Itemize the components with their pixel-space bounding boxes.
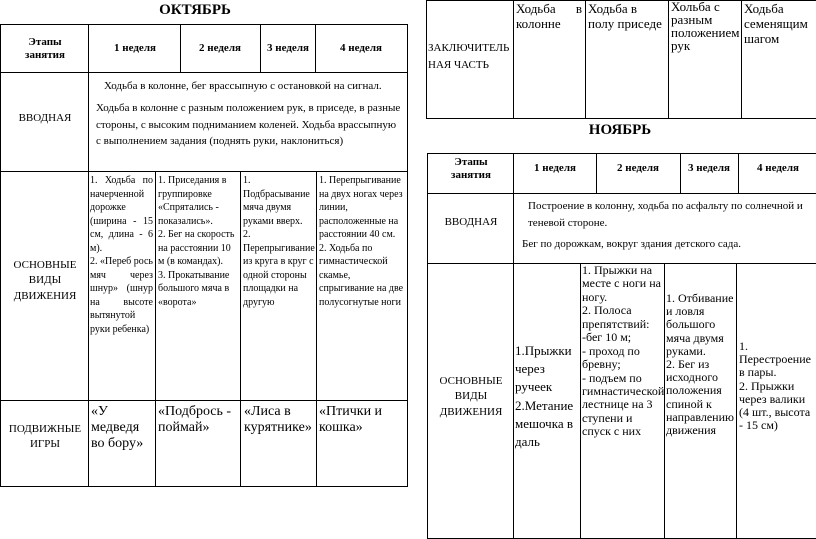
oct-main-cell-2: 1. Приседания в группировке «Спрятались - показались». 2. Бег на скорость на расстоянии 10 м (в командах). 3. Прокатывание большого мяча в «ворота» <box>158 175 235 308</box>
nov-head-week-2: 2 неделя <box>617 162 659 174</box>
final-part-cell-4: Ходьба семенящим шагом <box>744 1 808 46</box>
oct-game-1: «У медведя во бору» <box>91 404 144 452</box>
oct-games-label: ПОДВИЖНЫЕ ИГРЫ <box>8 423 82 450</box>
oct-intro-text-2: Ходьба в колонне с разным положением рук, в приседе, в разные стороны, с высоким подниманием коленей. Ходьба врассыпную с выполнением задания (поднять руки, наклониться) <box>96 102 401 147</box>
october-title: ОКТЯБРЬ <box>159 2 231 18</box>
nov-head-week-1: 1 неделя <box>534 162 576 174</box>
nov-main-cell-1: 1.Прыжки через ручеек 2.Метание мешочка в даль <box>515 343 574 449</box>
oct-border-top <box>0 24 408 25</box>
oct-main-cell-4: 1. Перепрыгивание на двух ногах через линии, расположенные на расстоянии 40 см. 2. Ходьба по гимнастической скамье, спрыгивание на две полусогнутые ноги <box>319 175 404 308</box>
nov-main-label: ОСНОВНЫЕ ВИДЫ ДВИЖЕНИЯ <box>439 375 503 418</box>
final-part-cell-3: Хольба с разным положением рук <box>671 0 740 53</box>
final-part-cell-2: Ходьба в полу приседе <box>588 1 662 31</box>
nov-head-week-3: 3 неделя <box>688 162 730 174</box>
oct-intro-label: ВВОДНАЯ <box>18 112 72 124</box>
oct-head-week-4: 4 неделя <box>340 42 382 54</box>
oct-head-stage: Этапы занятия <box>25 36 65 61</box>
final-part-label: ЗАКЛЮЧИТЕЛЬНАЯ ЧАСТЬ <box>428 42 510 71</box>
oct-head-week-2: 2 неделя <box>199 42 241 54</box>
oct-main-label: ОСНОВНЫЕ ВИДЫ ДВИЖЕНИЯ <box>13 259 77 302</box>
november-title: НОЯБРЬ <box>588 122 652 138</box>
nov-main-cell-4: 1. Перестроение в пары. 2. Прыжки через валики (4 шт., высота - 15 см) <box>739 339 811 433</box>
oct-intro-text-1: Ходьба в колонне, бег врассыпную с остановкой на сигнал. <box>104 80 382 92</box>
final-part-cell-1: Ходьба в колонне <box>516 1 582 31</box>
nov-head-stage: Этапы занятия <box>451 156 491 181</box>
nov-main-cell-2: 1. Прыжки на месте с ноги на ногу. 2. Полоса препятствий: -бег 10 м; - проход по бревну; - подъем по гимнастической лестнице на 3 ступени и спуск с них <box>582 263 665 439</box>
nov-head-week-4: 4 неделя <box>757 162 799 174</box>
nov-intro-label: ВВОДНАЯ <box>444 216 498 228</box>
oct-main-cell-3: 1. Подбрасывание мяча двумя руками вверх. 2. Перепрыгивание из круга в круг с одной стороны площадки на другую <box>243 175 315 308</box>
oct-game-2: «Подбрось - поймай» <box>158 404 232 436</box>
nov-intro-text-1: Построение в колонну, ходьба по асфальту по солнечной и теневой стороне. <box>528 200 803 229</box>
nov-main-cell-3: 1. Отбивание и ловля большого мяча двумя руками. 2. Бег из исходного положения спиной к направлению движения <box>666 291 734 437</box>
nov-intro-text-2: Бег по дорожкам, вокруг здания детского сада. <box>522 238 742 250</box>
oct-game-4: «Птички и кошка» <box>319 404 383 436</box>
oct-head-week-1: 1 неделя <box>114 42 156 54</box>
oct-head-week-3: 3 неделя <box>267 42 309 54</box>
oct-main-cell-1: 1. Ходьба по начерченной дорожке (ширина - 15 см, длина - 6 м). 2. «Переб рось мяч через шнур» (шнур на высоте вытянутой руки ребенка) <box>90 175 153 335</box>
oct-game-3: «Лиса в курятнике» <box>244 404 312 436</box>
